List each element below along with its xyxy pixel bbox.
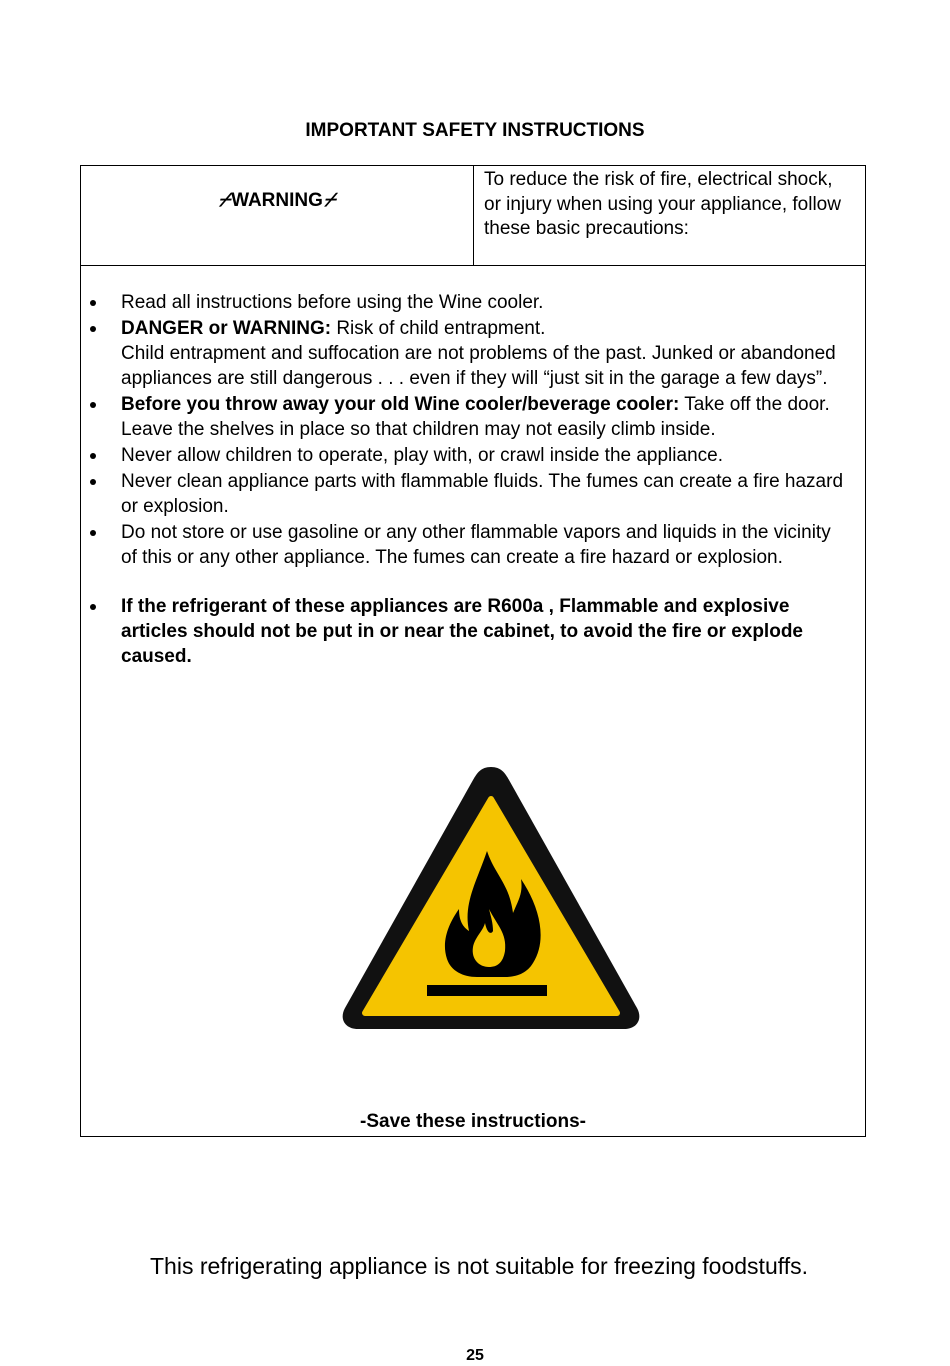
warning-label <box>81 190 473 212</box>
high-voltage-bolt-icon: ⌿ <box>323 190 336 211</box>
item-bold: DANGER or WARNING: <box>121 318 337 339</box>
item-text: Never clean appliance parts with flammable fluids. The fumes can create a fire hazard or explosion. <box>121 471 844 517</box>
list-item <box>81 594 865 669</box>
item-text: Never allow children to operate, play with, or crawl inside the appliance. <box>121 445 723 466</box>
warning-header-row <box>81 166 865 266</box>
warning-intro: To reduce the risk of fire, electrical shock, or injury when using your appliance, follow these basic precautions: <box>484 169 841 239</box>
high-voltage-bolt-icon: ⌿ <box>218 190 231 211</box>
list-item <box>81 443 865 468</box>
bullet-icon <box>90 530 96 536</box>
list-item <box>81 392 865 442</box>
page-title: IMPORTANT SAFETY INSTRUCTIONS <box>305 120 645 141</box>
bullet-icon <box>90 326 96 332</box>
warning-text: WARNING <box>231 190 323 211</box>
bullet-icon <box>90 479 96 485</box>
footer-note: This refrigerating appliance is not suitable for freezing foodstuffs. <box>150 1253 808 1279</box>
list-item <box>81 316 865 391</box>
item-text: Read all instructions before using the Wine cooler. <box>121 292 544 313</box>
list-item <box>81 469 865 519</box>
item-bold: Before you throw away your old Wine cooler/beverage cooler: <box>121 394 680 415</box>
item-text: Do not store or use gasoline or any other flammable vapors and liquids in the vicinity of this or any other appliance. The fumes can create a fire hazard or explosion. <box>121 522 831 568</box>
page-number: 25 <box>466 1347 484 1364</box>
warning-cell <box>81 166 474 265</box>
bullet-icon <box>90 453 96 459</box>
item-extra: Child entrapment and suffocation are not problems of the past. Junked or abandoned appliances are still dangerous . . . even if they will “just sit in the garage a few days”. <box>121 343 836 389</box>
item-text: Take off the door. Leave the shelves in place so that children may not easily climb inside. <box>121 394 830 440</box>
save-instructions-line: -Save these instructions- <box>360 1111 586 1132</box>
flammable-warning-sign-icon <box>337 763 645 1033</box>
list-item <box>81 290 865 315</box>
list-item <box>81 520 865 570</box>
item-text: Risk of child entrapment. <box>336 318 546 339</box>
instructions-list <box>81 290 865 670</box>
safety-instructions-box <box>80 165 866 1137</box>
bullet-icon <box>90 402 96 408</box>
bullet-icon <box>90 604 96 610</box>
item-bold: If the refrigerant of these appliances are R600a , Flammable and explosive articles should not be put in or near the cabinet, to avoid the fire or explode caused. <box>121 596 803 667</box>
bullet-icon <box>90 300 96 306</box>
